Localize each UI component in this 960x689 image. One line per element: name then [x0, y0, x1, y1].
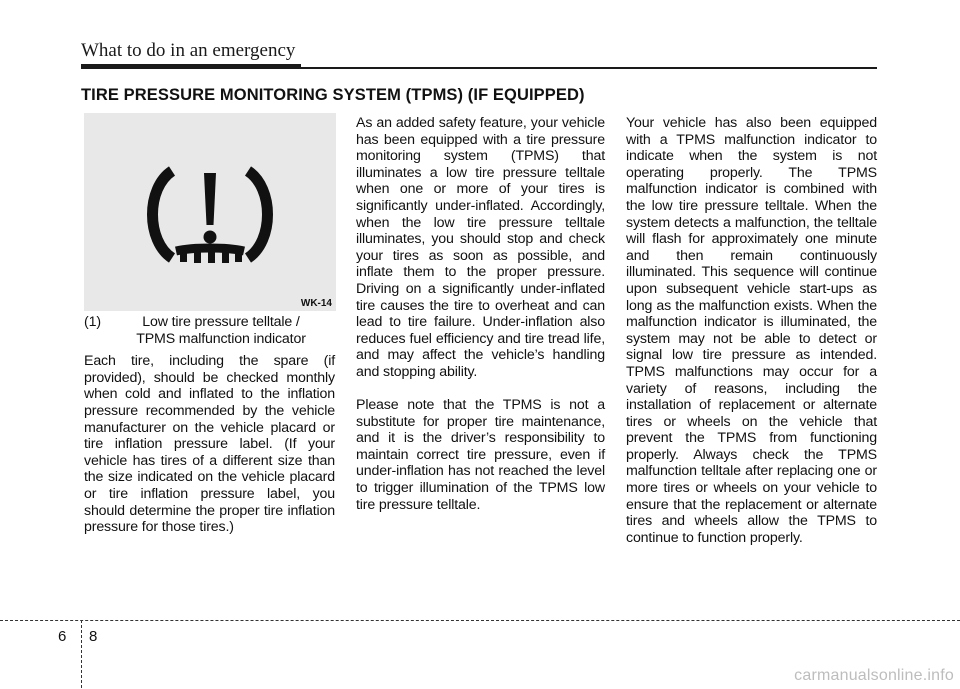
- column-2: [356, 115, 605, 530]
- section-title: TIRE PRESSURE MONITORING SYSTEM (TPMS) (IF EQUIPPED): [81, 86, 585, 104]
- paragraph: Please note that the TPMS is not a substitute for proper tire maintenance, and it is the driver’s responsibility to maintain correct tire pressure, even if under-inflation has not reached the level to trigger illumination of the TPMS low tire pressure telltale.: [356, 397, 605, 513]
- chapter-title: What to do in an emergency: [81, 40, 296, 61]
- caption-text: [107, 314, 335, 347]
- column-1: [84, 314, 335, 552]
- paragraph: Each tire, including the spare (if provided), should be checked monthly when cold and inflated to the inflation pressure recommended by the vehicle manufacturer on the vehicle placard or tire inflation pressure label. (If your vehicle has tires of a different size than the size indicated on the vehicle placard or tire inflation pressure label, you should determine the proper tire inflation pressure for those tires.): [84, 353, 335, 536]
- header-rule: [81, 67, 877, 69]
- caption-line-1: Low tire pressure telltale /: [142, 314, 300, 330]
- watermark: carmanualsonline.info: [794, 667, 954, 684]
- page-number: 8: [89, 628, 98, 645]
- figure-caption: [84, 314, 335, 347]
- column-3: [626, 115, 877, 563]
- caption-line-2: TPMS malfunction indicator: [136, 330, 306, 347]
- figure-panel: [84, 113, 336, 311]
- paragraph: Your vehicle has also been equipped with a TPMS malfunction indicator to indicate when the system is not operating properly. The TPMS malfunction indicator is combined with the low tire pressure telltale. When the system detects a malfunction, the telltale will flash for approximately one minute and then remain continuously illuminated. This sequence will continue upon subsequent vehicle start-ups as long as the malfunction exists. When the malfunction indicator is illuminated, the system may not be able to detect or signal low tire pressure as intended. TPMS malfunctions may occur for a variety of reasons, including the installation of replacement or alternate tires or wheels on the vehicle that prevent the TPMS from functioning properly. Always check the TPMS malfunction telltale after replacing one or more tires or wheels on your vehicle to ensure that the replacement or alternate tires and wheels allow the TPMS to continue to function properly.: [626, 115, 877, 546]
- tire-pressure-warning-icon: [84, 113, 336, 311]
- figure-code: WK-14: [300, 298, 332, 309]
- section-number: 6: [58, 628, 67, 645]
- footer-divider: [81, 620, 83, 688]
- paragraph: As an added safety feature, your vehicle has been equipped with a tire pressure monitoring system (TPMS) that illuminates a low tire pressure telltale when one or more of your tires is significantly under-inflated. Accordingly, when the low tire pressure telltale illuminates, you should stop and check your tires as soon as possible, and inflate them to the proper pressure. Driving on a significantly under-inflated tire causes the tire to overheat and can lead to tire failure. Under-inflation also reduces fuel efficiency and tire tread life, and may affect the vehicle’s handling and stopping ability.: [356, 115, 605, 380]
- footer-rule: [0, 620, 960, 622]
- caption-number: (1): [84, 314, 101, 330]
